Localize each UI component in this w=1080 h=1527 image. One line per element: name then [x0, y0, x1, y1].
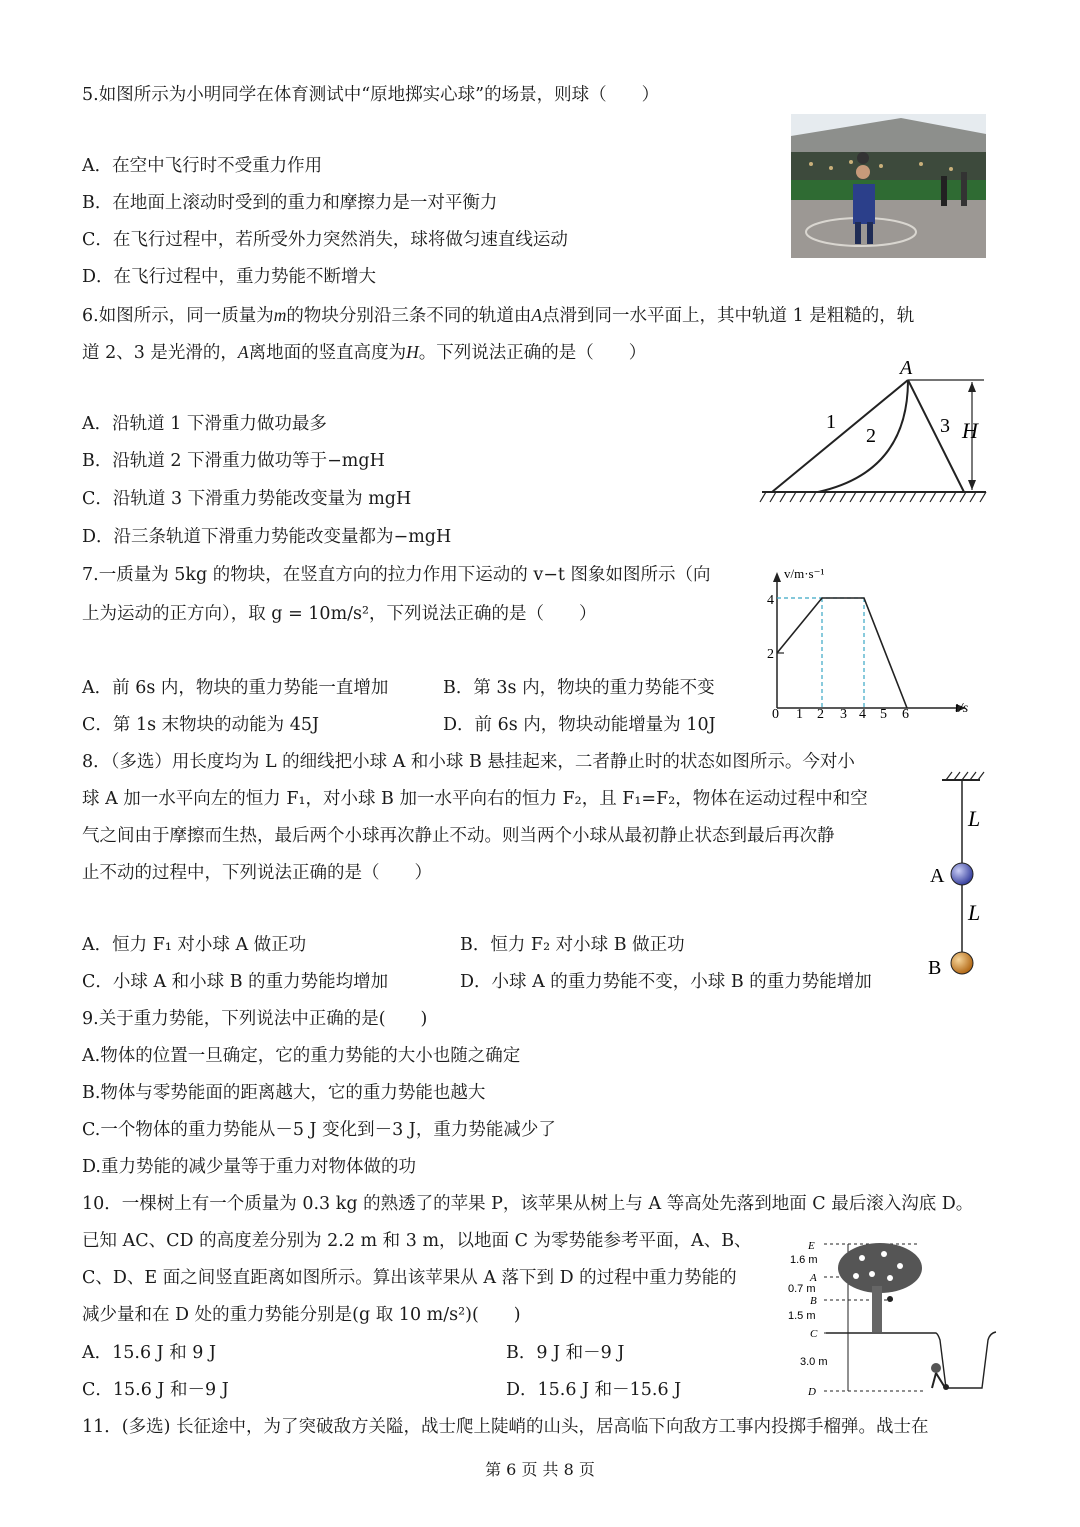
q10-stem-line1: 10．一棵树上有一个质量为 0.3 kg 的熟透了的苹果 P，该苹果从树上与 A 等高处先落到地面 C 最后滚入沟底 D。 — [82, 1194, 974, 1214]
q6-stem-line1: 6.如图所示，同一质量为m的物块分别沿三条不同的轨道由A点滑到同一水平面上，其中轨道 1 是粗糙的，轨 — [82, 305, 915, 326]
ball-b — [951, 952, 973, 974]
q10-option-c: C．15.6 J 和－9 J — [82, 1380, 229, 1400]
page-footer: 第 6 页 共 8 页 — [485, 1460, 595, 1479]
level-e-label: E — [808, 1240, 815, 1252]
level-c-label: C — [810, 1328, 818, 1340]
q7-option-a: A．前 6s 内，物块的重力势能一直增加 — [82, 678, 389, 698]
q8-stem-line2: 球 A 加一水平向左的恒力 F₁，对小球 B 加一水平向右的恒力 F₂，且 F₁=F₂，物体在运动过程中和空 — [82, 789, 868, 809]
point-a-label: A — [900, 357, 913, 379]
q8-stem-line4: 止不动的过程中，下列说法正确的是（ ） — [82, 863, 432, 883]
track-2-curve — [818, 380, 908, 492]
graph-y-tick-2: 2 — [767, 647, 774, 662]
q8-stem-line3: 气之间由于摩擦而生热，最后两个小球再次静止不动。则当两个小球从最初静止状态到最后再次静 — [82, 826, 835, 846]
graph-x-tick-5: 5 — [880, 707, 887, 722]
level-d-label: D — [808, 1386, 816, 1398]
track-1-line — [772, 380, 908, 492]
gap-ab-label: 0.7 m — [788, 1283, 816, 1295]
q9-option-a: A.物体的位置一旦确定，它的重力势能的大小也随之确定 — [82, 1046, 521, 1066]
q6-option-c: C．沿轨道 3 下滑重力势能改变量为 mgH — [82, 489, 412, 509]
q10-stem-line4: 减少量和在 D 处的重力势能分别是(g 取 10 m/s²)( ) — [82, 1305, 521, 1325]
q7-stem-line1: 7.一质量为 5kg 的物块，在竖直方向的拉力作用下运动的 v−t 图象如图所示（向 — [82, 565, 711, 585]
track-1-label: 1 — [826, 411, 836, 433]
q5-option-d: D．在飞行过程中，重力势能不断增大 — [82, 267, 377, 287]
q10-option-d: D．15.6 J 和－15.6 J — [506, 1380, 682, 1400]
tree-trunk — [872, 1286, 882, 1332]
q11-stem-line1: 11．(多选) 长征途中，为了突破敌方关隘，战士爬上陡峭的山头，居高临下向敌方工事内投掷手榴弹。战士在 — [82, 1417, 929, 1437]
level-a-label: A — [810, 1272, 817, 1284]
q5-option-c: C．在飞行过程中，若所受外力突然消失，球将做匀速直线运动 — [82, 230, 568, 250]
q8-option-d: D．小球 A 的重力势能不变，小球 B 的重力势能增加 — [460, 972, 872, 992]
q8-option-b: B．恒力 F₂ 对小球 B 做正功 — [460, 935, 685, 955]
track-2-label: 2 — [866, 425, 876, 447]
q5-option-b: B．在地面上滚动时受到的重力和摩擦力是一对平衡力 — [82, 193, 498, 213]
gap-bc-label: 1.5 m — [788, 1310, 816, 1322]
q7-option-d: D．前 6s 内，物块动能增量为 10J — [443, 715, 716, 735]
level-b-label: B — [810, 1295, 817, 1307]
q8-stem-line1: 8．（多选）用长度均为 L 的细线把小球 A 和小球 B 悬挂起来，二者静止时的状态如图所示。今对小 — [82, 752, 855, 772]
graph-x-tick-0: 0 — [772, 707, 779, 722]
vt-curve — [777, 598, 907, 708]
q9-option-d: D.重力势能的减少量等于重力对物体做的功 — [82, 1157, 416, 1177]
q8-pendulum-figure — [924, 768, 988, 986]
q5-stem: 5.如图所示为小明同学在体育测试中“原地掷实心球”的场景，则球（ ） — [82, 85, 660, 105]
stadium-scene — [791, 114, 986, 258]
graph-x-tick-6: 6 — [902, 707, 909, 722]
graph-y-tick-4: 4 — [767, 593, 774, 608]
q6-option-a: A．沿轨道 1 下滑重力做功最多 — [82, 414, 327, 434]
gap-cd-label: 3.0 m — [800, 1356, 828, 1368]
track-3-line — [908, 380, 964, 492]
q10-option-a: A．15.6 J 和 9 J — [82, 1343, 217, 1363]
ball-a-label: A — [930, 865, 945, 887]
q6-option-b: B．沿轨道 2 下滑重力做功等于−mgH — [82, 451, 385, 471]
track-3-label: 3 — [940, 415, 950, 437]
ball-b-label: B — [928, 957, 942, 979]
q9-option-c: C.一个物体的重力势能从－5 J 变化到－3 J，重力势能减少了 — [82, 1120, 556, 1140]
q8-option-c: C．小球 A 和小球 B 的重力势能均增加 — [82, 972, 389, 992]
q8-option-a: A．恒力 F₁ 对小球 A 做正功 — [82, 935, 307, 955]
graph-x-axis-label: t/s — [955, 701, 969, 716]
graph-y-axis-label: v/m·s⁻¹ — [784, 566, 825, 581]
q9-stem: 9.关于重力势能，下列说法中正确的是( ) — [82, 1009, 428, 1029]
q7-vt-graph — [762, 566, 982, 722]
graph-x-tick-4: 4 — [859, 707, 866, 722]
q6-option-d: D．沿三条轨道下滑重力势能改变量都为−mgH — [82, 527, 452, 547]
height-h-label: H — [962, 418, 978, 443]
graph-x-tick-1: 1 — [796, 707, 803, 722]
q7-option-b: B．第 3s 内，物块的重力势能不变 — [443, 678, 715, 698]
tree-crown — [838, 1243, 922, 1293]
graph-x-tick-3: 3 — [840, 707, 847, 722]
gap-ea-label: 1.6 m — [790, 1254, 818, 1266]
q10-tree-ditch-figure — [786, 1236, 998, 1402]
q6-stem-line2: 道 2、3 是光滑的，A离地面的竖直高度为H。下列说法正确的是（ ） — [82, 342, 647, 363]
q7-option-c: C．第 1s 末物块的动能为 45J — [82, 715, 319, 735]
ball-a — [951, 863, 973, 885]
q9-option-b: B.物体与零势能面的距离越大，它的重力势能也越大 — [82, 1083, 486, 1103]
q10-stem-line2: 已知 AC、CD 的高度差分别为 2.2 m 和 3 m，以地面 C 为零势能参考平面，A、B、 — [82, 1231, 752, 1251]
length-l-bottom-label: L — [968, 900, 981, 925]
q5-option-a: A．在空中飞行时不受重力作用 — [82, 156, 323, 176]
shot-put-photo — [791, 114, 986, 258]
q7-stem-line2: 上为运动的正方向），取 g = 10m/s²，下列说法正确的是（ ） — [82, 604, 597, 624]
ground-ditch-line — [826, 1332, 996, 1388]
q10-option-b: B．9 J 和－9 J — [506, 1343, 625, 1363]
length-l-top-label: L — [968, 806, 981, 831]
q10-stem-line3: C、D、E 面之间竖直距离如图所示。算出该苹果从 A 落下到 D 的过程中重力势能的 — [82, 1268, 737, 1288]
graph-x-tick-2: 2 — [817, 707, 824, 722]
q6-tracks-figure — [758, 352, 990, 512]
